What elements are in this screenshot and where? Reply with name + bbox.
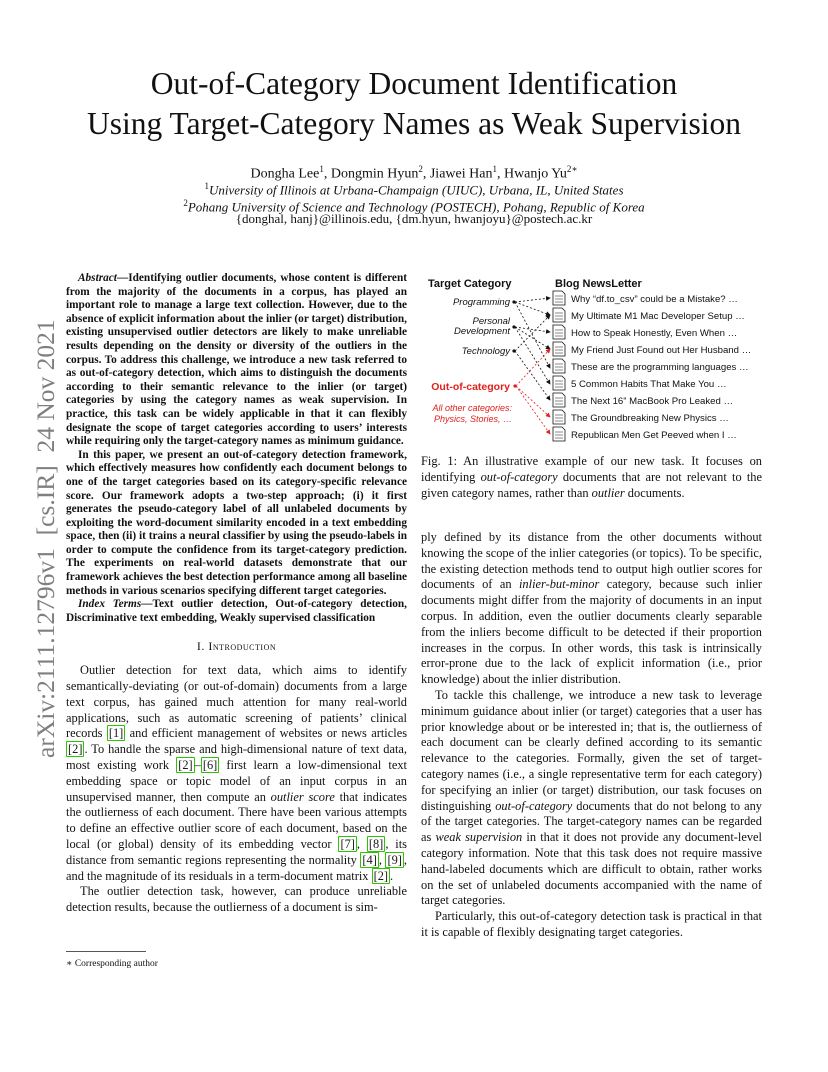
right-paragraph-3: Particularly, this out-of-category detection task is practical in that it is capable of flexibly designating target categories. <box>421 909 762 939</box>
category-technology: Technology <box>461 346 510 357</box>
relevance-arrows <box>515 298 550 400</box>
citation-link[interactable]: [7] <box>340 837 355 851</box>
document-title: My Friend Just Found out Her Husband … <box>571 345 752 356</box>
right-paragraph-2 <box>421 688 762 909</box>
citation-link[interactable]: [6] <box>202 758 218 773</box>
author-name: Dongha Lee <box>250 166 320 182</box>
document-title: How to Speak Honestly, Even When … <box>571 328 738 339</box>
text-run: , its distance from semantic regions representing the normality <box>66 837 407 867</box>
text-run: category, because such inlier documents might differ from the majority of documents in an input corpus. In addition, even the outlier documents clearly separable from the inliers become difficult to be detected if their proportion increases in the corpus. In other words, this task is intrinsically error-prone due to the lack of explicit information (i.e., prior knowledge) about the inlier distribution. <box>421 577 762 687</box>
text-run: documents that are not relevant to the given category names, rather than <box>421 470 762 500</box>
text-run: Outlier detection for text data, which aims to identify semantically-deviating (or out-of-domain) documents from a large text corpus, has gained much attention for many real-world applications, such as automatic screening of patients’ clinical records <box>66 663 407 741</box>
text-run: ply defined by its distance from the other documents without knowing the scope of the inlier categories (or topics). To be specific, the existing detection methods tend to output high outlier scores for documents of an <box>421 530 762 592</box>
document-item <box>553 342 751 356</box>
document-item <box>553 359 749 373</box>
other-categories-line-2: Physics, Stories, … <box>433 414 512 424</box>
text-run: and efficient management of websites or news articles <box>125 726 408 741</box>
author-name: Jiawei Han <box>429 166 493 182</box>
blog-newsletter-header: Blog NewsLetter <box>555 278 642 290</box>
figure-1-diagram <box>420 272 770 450</box>
document-list <box>553 291 751 441</box>
author-affil-mark: 2∗ <box>566 164 578 174</box>
category-personal: Personal <box>472 316 510 327</box>
intro-paragraph-1 <box>66 663 407 884</box>
paper-title <box>40 64 788 144</box>
section-heading: I. Introduction <box>196 639 277 654</box>
author-affil-mark: 1 <box>492 164 497 174</box>
text-run: in that it does not provide any document-level category information. Note that this task does not require massive hand-labeled documents which are difficult to obtain, rather works on the set of unlabeled documents accompanied with the name of target categories. <box>421 830 762 908</box>
citation-link[interactable]: [4] <box>362 852 377 867</box>
text-run: first learn a low-dimensional text embedding space or topic model of an input corpus in an unsupervised manner, then compute an <box>66 758 408 804</box>
author-list: Dongha Lee$^1$, Dongmin Hyun$^2$, Jiawei Han$^1$, Hwanjo $Yu^{2∗}$ <box>250 164 578 182</box>
out-of-category-arrows <box>516 349 550 434</box>
author-affil-mark: 1 <box>319 164 324 174</box>
index-terms <box>66 598 407 625</box>
document-title: 5 Common Habits That Make You … <box>571 379 727 390</box>
target-category-header: Target Category <box>428 278 512 290</box>
text-run: , <box>356 837 367 851</box>
index-terms-lead: Index Terms <box>78 598 142 611</box>
text-run: – <box>194 758 201 773</box>
emphasis: out-of-category <box>480 470 558 484</box>
document-title: My Ultimate M1 Mac Developer Setup … <box>571 311 745 322</box>
text-run: . To handle the sparse and high-dimensional nature of text data, most existing work <box>66 742 407 773</box>
citation-link[interactable]: [1] <box>108 726 124 741</box>
document-title: Republican Men Get Peeved when I … <box>571 430 737 441</box>
document-item <box>553 291 738 305</box>
text-run: To tackle this challenge, we introduce a new task to leverage minimum guidance about inlier (or target) categories that a user has prior knowledge about or be interested in; that is, the outlierness of each document can be clearly defined according to its semantic relevance to the categories. Formally, given the set of target-category names (i.e., a single representative term for each category) for specifying an inlier (or target) distribution, our task focuses on distinguishing <box>421 687 762 813</box>
abstract-para-2: In this paper, we present an out-of-category detection framework, which effectively measures how confidently each document belongs to one of the target categories based on its category-specific relevance score. Our framework adopts a two-step approach; (i) it first generates the pseudo-category label of all unlabeled documents by exploiting the word-document similarity encoded in a text embedding space, then (ii) it trains a neural classifier by using the pseudo-labels in order to compute the confidence from its target-category prediction. The experiments on real-world datasets demonstrate that our framework achieves the best detection performance among all baseline methods in various scenarios specifying different target categories. <box>66 448 407 597</box>
footnote-rule <box>66 951 146 952</box>
category-development: Development <box>454 326 510 337</box>
emphasis: out-of-category <box>495 798 573 813</box>
arxiv-side-stamp <box>12 290 64 760</box>
category-programming: Programming <box>452 297 510 308</box>
figure-1 <box>420 272 770 450</box>
document-item <box>553 308 745 322</box>
affiliation-text: Pohang University of Science and Technology (POSTECH), Pohang, Republic of Korea <box>187 199 645 215</box>
author-emails: {donghal, hanj}@illinois.edu, {dm.hyun, hwanjoyu}@postech.ac.kr <box>235 211 593 226</box>
text-run: documents that do not belong to any of the target categories. The target-category names can be regarded as <box>421 798 762 845</box>
citation-link[interactable]: [2] <box>178 758 193 773</box>
abstract-lead: Abstract <box>78 272 117 284</box>
title-line-2: Using Target-Category Names as Weak Supervision <box>86 106 741 141</box>
footnote: ∗ Corresponding author <box>66 959 158 969</box>
document-item <box>553 410 729 424</box>
text-run: Fig. 1: An illustrative example of our new task. It focuses on identifying <box>421 454 762 484</box>
emphasis: outlier <box>591 486 625 500</box>
document-item <box>553 376 727 390</box>
intro-paragraph-2: The outlier detection task, however, can produce unreliable detection results, because the outlierness of a document is sim- <box>66 884 407 915</box>
citation-link[interactable]: [2] <box>373 868 389 883</box>
author-affil-mark: 2 <box>418 164 423 174</box>
left-column <box>66 272 407 916</box>
figure-caption <box>421 453 762 501</box>
index-terms-text: —Text outlier detection, Out-of-category detection, Discriminative text embedding, Weakly supervised classification <box>66 598 407 624</box>
emphasis: outlier score <box>270 789 335 804</box>
author-name: Hwanjo Yu <box>503 166 567 182</box>
citation-link[interactable]: [8] <box>368 837 384 851</box>
document-item <box>553 325 737 339</box>
citation-link[interactable]: [2] <box>68 742 83 757</box>
text-run: that indicates the outlierness of each document. There have been various attempts to define an effective outlier score of each document, based on the local (or global) density of its embedding vector <box>66 789 407 851</box>
arxiv-stamp-text: arXiv:2111.12796v1 [cs.IR] 24 Nov 2021 <box>31 319 60 758</box>
document-title: Why “df.to_csv” could be a Mistake? … <box>571 294 738 305</box>
text-run: , and the magnitude of its residuals in a term-document matrix <box>66 852 408 883</box>
abstract <box>66 272 407 449</box>
affiliation-text: University of Illinois at Urbana-Champaign (UIUC), Urbana, IL, United States <box>208 182 624 198</box>
right-column <box>421 530 762 941</box>
document-item <box>553 427 737 441</box>
affil-mark: 2 <box>183 198 188 208</box>
title-line-1: Out-of-Category Document Identification <box>150 66 678 101</box>
document-title: The Groundbreaking New Physics … <box>571 413 729 424</box>
emphasis: weak supervision <box>435 830 523 845</box>
document-item <box>553 393 733 407</box>
out-of-category-label: Out-of-category <box>431 381 510 393</box>
document-title: These are the programming languages … <box>571 362 749 373</box>
citation-link[interactable]: [9] <box>387 852 402 867</box>
abstract-text: —Identifying outlier documents, whose content is different from the majority of the documents in a corpus, has played an important role to manage a large text collection. However, due to the absence of explicit information about the inlier (or target) distribution, existing unsupervised outlier detectors are likely to make unreliable results depending on the density or diversity of the outliers in the corpus. To address this challenge, we introduce a new task referred to as out-of-category detection, which aims to distinguish the documents according to their semantic relevance to the inlier (or target) categories by using the category names as weak supervision. In practice, this task can be widely applicable in that it can flexibly designate the scope of target categories according to users’ interests while requiring only the target-category names as minimum guidance. <box>66 272 407 448</box>
affil-mark: 1 <box>204 181 209 191</box>
right-paragraph-1 <box>421 530 762 688</box>
author-name: Dongmin Hyun <box>330 166 419 182</box>
text-run: , <box>378 852 386 867</box>
text-run: . <box>390 868 394 883</box>
document-title: The Next 16” MacBook Pro Leaked … <box>571 396 734 407</box>
other-categories-line-1: All other categories: <box>432 403 512 413</box>
text-run: documents. <box>624 486 685 500</box>
emphasis: inlier-but-minor <box>518 577 600 592</box>
